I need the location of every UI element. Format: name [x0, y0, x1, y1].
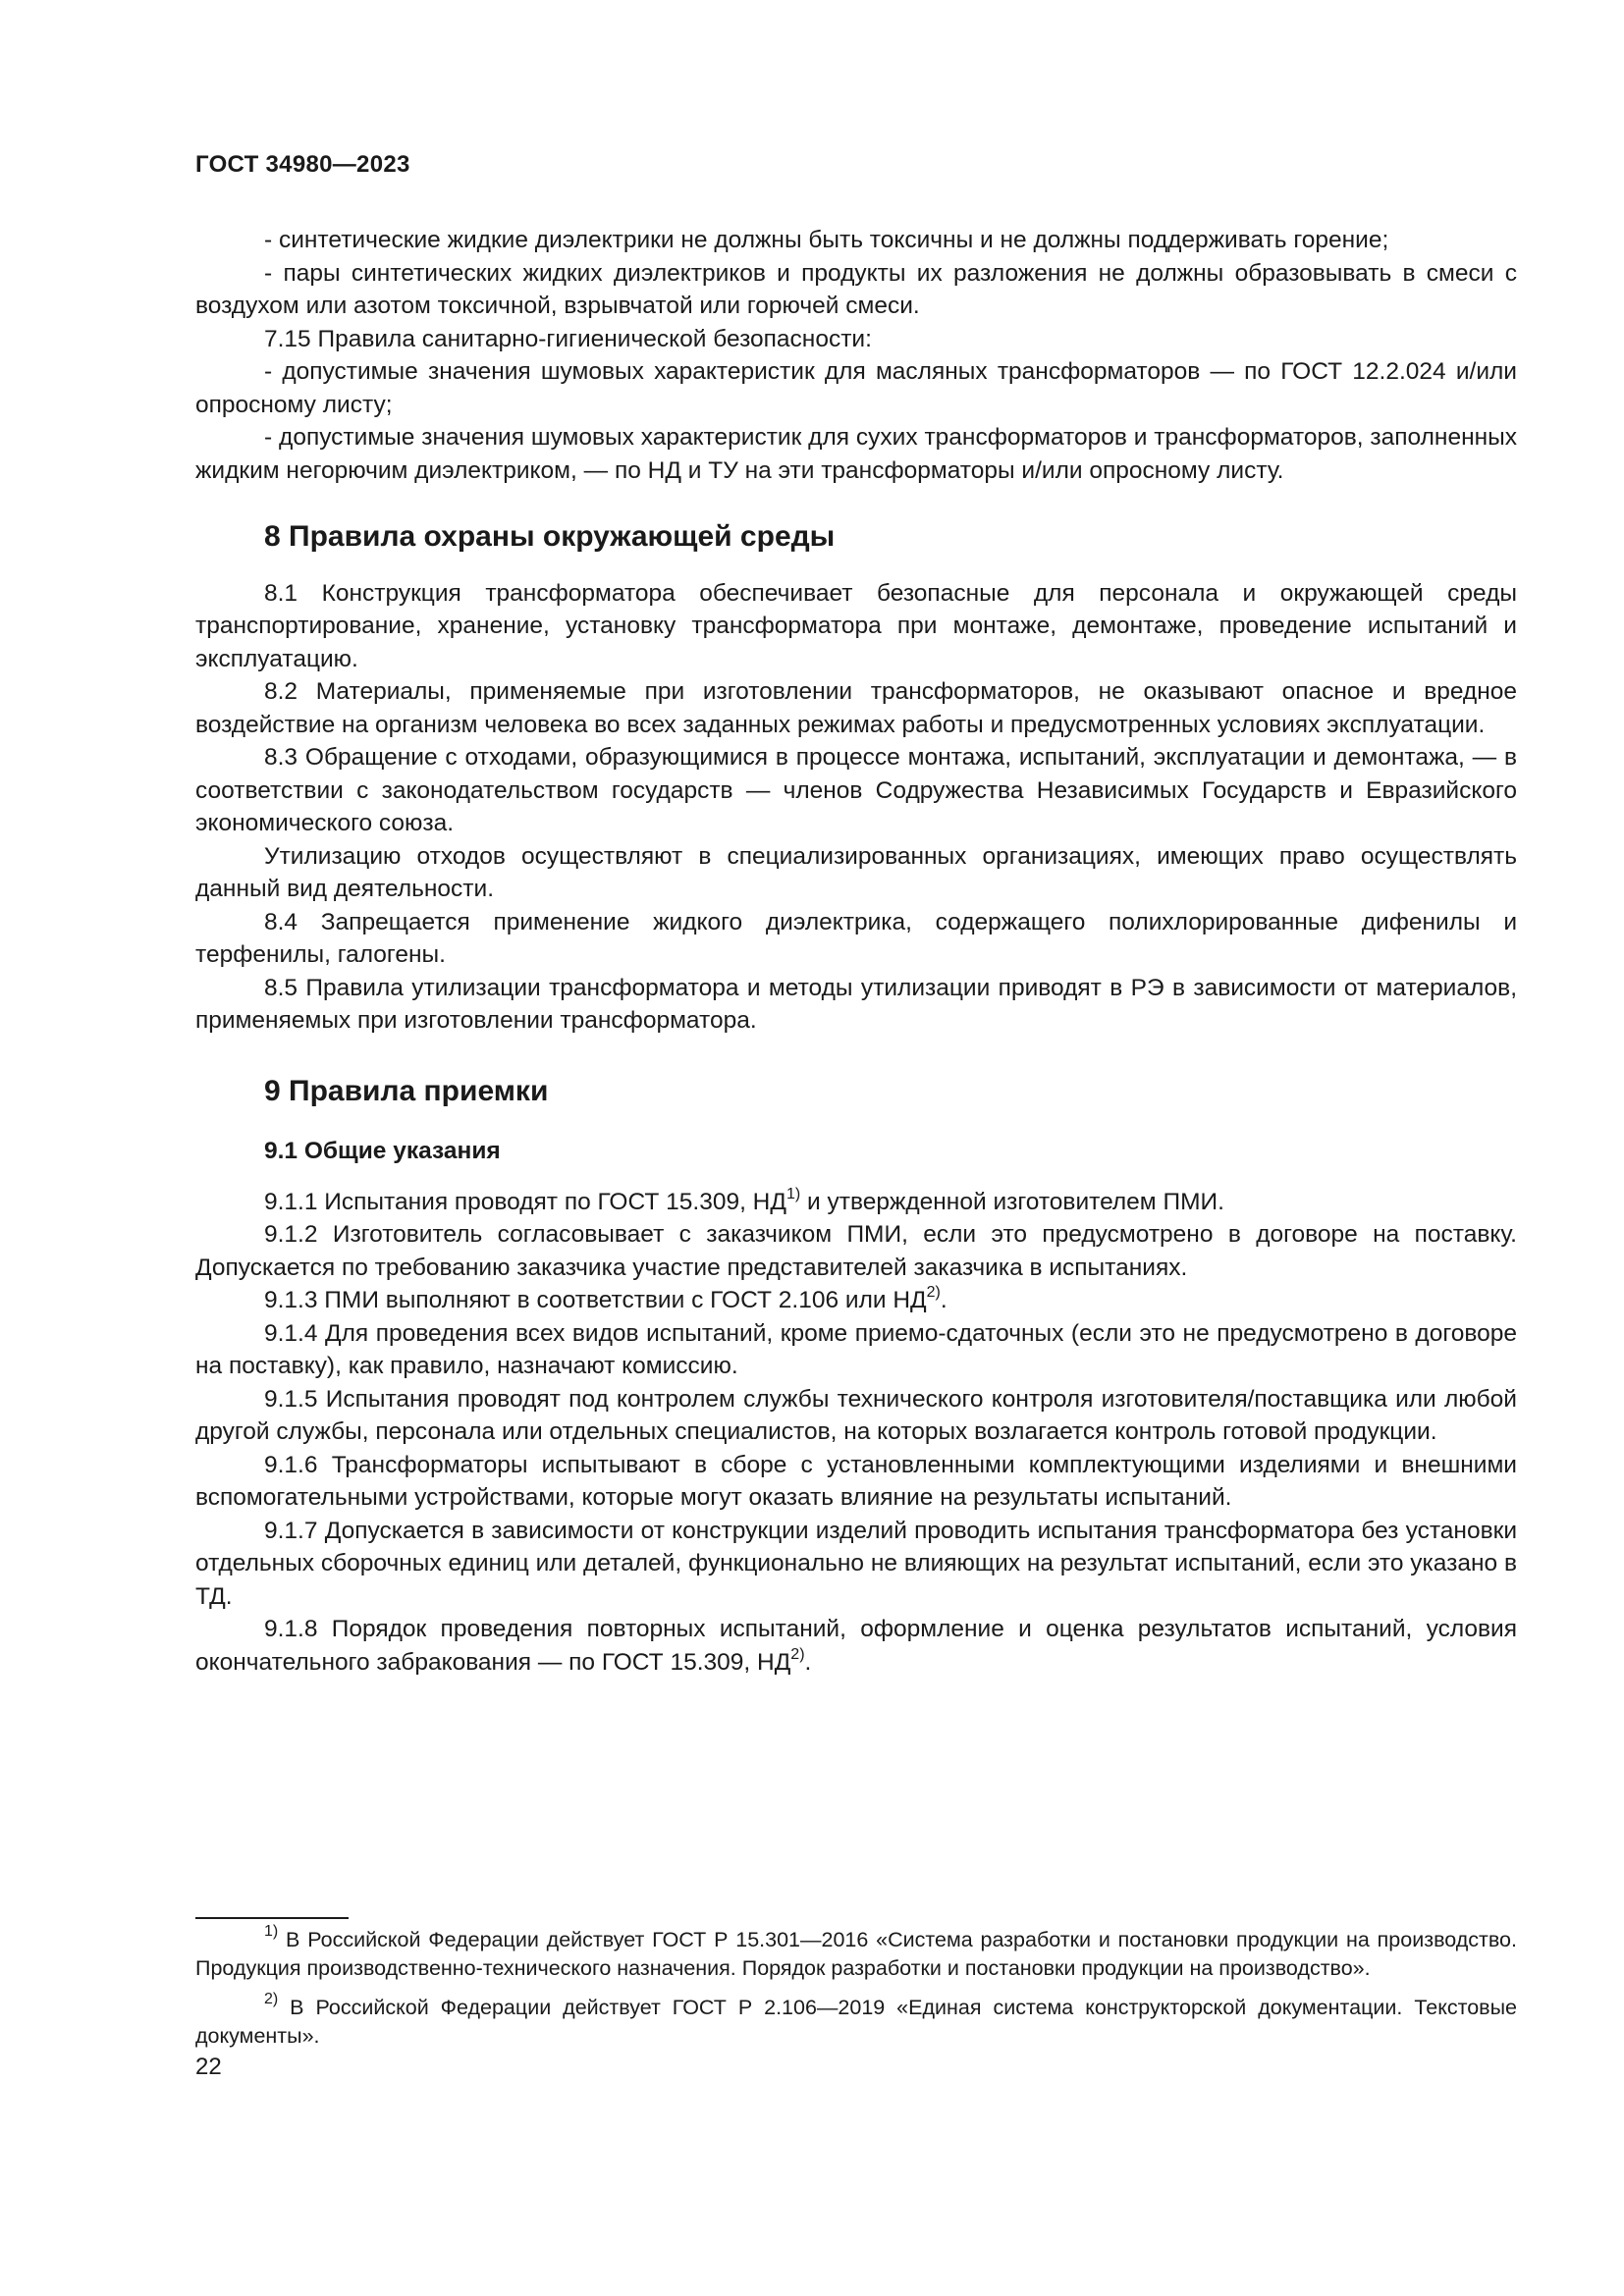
- clause-9-1-2: 9.1.2 Изготовитель согласовывает с заказчиком ПМИ, если это предусмотрено в договоре на поставку. Допускается по требованию заказчика участие представителей заказчика в испытаниях.: [195, 1221, 1517, 1281]
- bullet-paragraph: - синтетические жидкие диэлектрики не должны быть токсичны и не должны поддерживать горение;: [264, 227, 1389, 253]
- document-body: [195, 224, 1517, 1679]
- footnote-2: [195, 1991, 1517, 2050]
- clause-9-1-5: 9.1.5 Испытания проводят под контролем службы технического контроля изготовителя/поставщика или любой другой службы, персонала или отдельных специалистов, на которых возлагается контроль готовой продукции.: [195, 1385, 1517, 1445]
- clause-9-1-8: [195, 1613, 1517, 1679]
- clause-8-1: 8.1 Конструкция трансформатора обеспечивает безопасные для персонала и окружающей среды транспортирование, хранение, установку трансформатора при монтаже, демонтаже, проведение испытаний и эксплуатацию.: [195, 579, 1517, 672]
- clause-7-15: 7.15 Правила санитарно-гигиенической безопасности:: [264, 325, 872, 352]
- footnote-ref[interactable]: 2): [790, 1645, 805, 1663]
- clause-8-4: 8.4 Запрещается применение жидкого диэлектрика, содержащего полихлорированные дифенилы и терфенилы, галогены.: [195, 908, 1517, 968]
- footnote-text: В Российской Федерации действует ГОСТ Р 2.106—2019 «Единая система конструкторской документации. Текстовые документы».: [195, 1996, 1517, 2048]
- clause-text: .: [804, 1648, 812, 1676]
- footnote-ref[interactable]: 1): [785, 1185, 801, 1202]
- clause-text: .: [940, 1287, 947, 1313]
- clause-9-1-4: 9.1.4 Для проведения всех видов испытаний, кроме приемо-сдаточных (если это не предусмотрено в договоре на поставку), как правило, назначают комиссию.: [195, 1319, 1517, 1379]
- clause-8-3-continuation: Утилизацию отходов осуществляют в специализированных организациях, имеющих право осуществлять данный вид деятельности.: [195, 842, 1517, 902]
- bullet-paragraph: - допустимые значения шумовых характеристик для масляных трансформаторов — по ГОСТ 12.2.024 и/или опросному листу;: [195, 358, 1517, 418]
- footnotes: [195, 1923, 1517, 2050]
- subsection-9-1-heading: 9.1 Общие указания: [264, 1138, 501, 1164]
- clause-8-3: 8.3 Обращение с отходами, образующимися в процессе монтажа, испытаний, эксплуатации и демонтажа, — в соответствии с законодательством государств — членов Содружества Независимых Государств и Евразийского экономического союза.: [195, 744, 1517, 836]
- section-8-heading: 8 Правила охраны окружающей среды: [264, 520, 836, 553]
- page-number: 22: [195, 2054, 222, 2080]
- footnote-mark: 1): [264, 1923, 279, 1940]
- clause-9-1-1: [195, 1186, 1517, 1219]
- clause-text: 9.1.8 Порядок проведения повторных испытаний, оформление и оценка результатов испытаний, условия окончательного забракования — по ГОСТ 15.309, НД: [195, 1616, 1517, 1676]
- footnote-ref[interactable]: 2): [926, 1284, 941, 1301]
- clause-text: 9.1.1 Испытания проводят по ГОСТ 15.309, НД: [264, 1188, 786, 1215]
- footnote-mark: 2): [264, 1991, 279, 2007]
- clause-8-2: 8.2 Материалы, применяемые при изготовлении трансформаторов, не оказывают опасное и вредное воздействие на организм человека во всех заданных режимах работы и предусмотренных условиях эксплуатации.: [195, 678, 1517, 738]
- section-9-heading: 9 Правила приемки: [264, 1074, 549, 1107]
- footnote-divider: [195, 1917, 349, 1919]
- footnote-1: [195, 1923, 1517, 1982]
- clause-text: 9.1.3 ПМИ выполняют в соответствии с ГОСТ 2.106 или НД: [264, 1287, 927, 1313]
- document-header: ГОСТ 34980—2023: [195, 151, 410, 178]
- clause-8-5: 8.5 Правила утилизации трансформатора и методы утилизации приводят в РЭ в зависимости от материалов, применяемых при изготовлении трансформатора.: [195, 974, 1517, 1034]
- bullet-paragraph: - допустимые значения шумовых характеристик для сухих трансформаторов и трансформаторов, заполненных жидким негорючим диэлектриком, — по НД и ТУ на эти трансформаторы и/или опросному листу.: [195, 424, 1517, 484]
- footnote-text: В Российской Федерации действует ГОСТ Р 15.301—2016 «Система разработки и постановки продукции на производство. Продукция производственно-технического назначения. Порядок разработки и постановки продукции на производство».: [195, 1928, 1517, 1980]
- clause-9-1-7: 9.1.7 Допускается в зависимости от конструкции изделий проводить испытания трансформатора без установки отдельных сборочных единиц или деталей, функционально не влияющих на результат испытаний, если это указано в ТД.: [195, 1517, 1517, 1610]
- clause-9-1-3: [195, 1284, 1517, 1317]
- clause-text: и утвержденной изготовителем ПМИ.: [800, 1188, 1224, 1215]
- clause-9-1-6: 9.1.6 Трансформаторы испытывают в сборе с установленными комплектующими изделиями и внешними вспомогательными устройствами, которые могут оказать влияние на результаты испытаний.: [195, 1451, 1517, 1511]
- bullet-paragraph: - пары синтетических жидких диэлектриков и продукты их разложения не должны образовывать в смеси с воздухом или азотом токсичной, взрывчатой или горючей смеси.: [195, 259, 1517, 319]
